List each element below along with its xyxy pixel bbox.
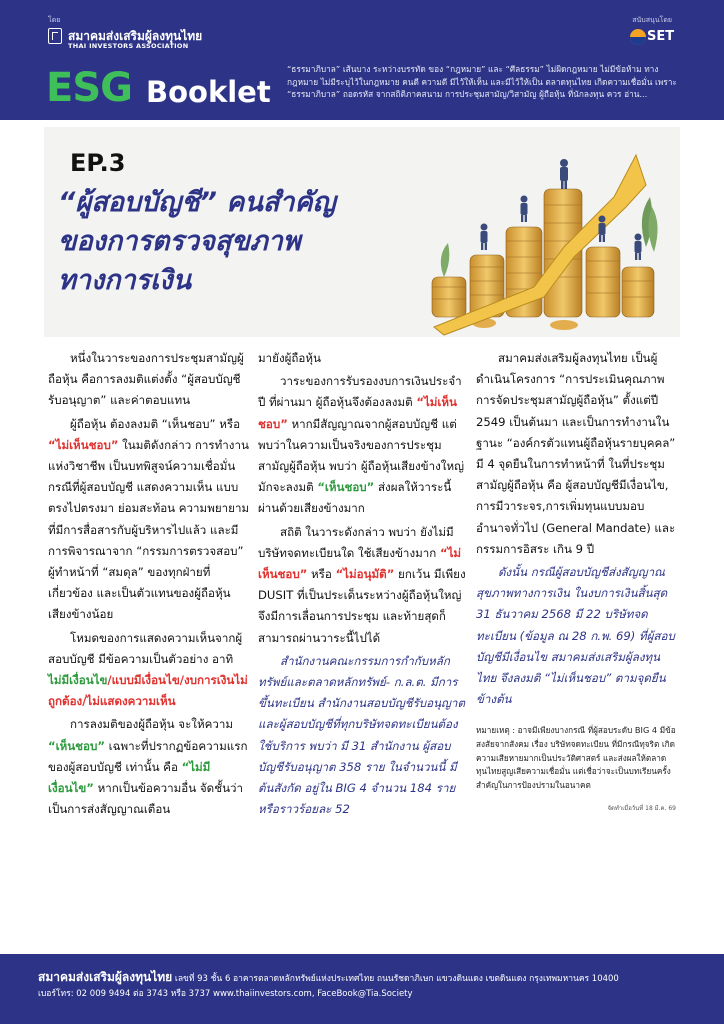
highlight-approve: “เห็นชอบ” bbox=[317, 480, 375, 495]
paragraph-conclusion: ดังนั้น กรณีผู้สอบบัญชีส่งสัญญาณสุขภาพทางการเงิน ในงบการเงินสิ้นสุด 31 ธันวาคม 2568 มี 22 บริษัทจดทะเบียน (ข้อมูล ณ 28 ก.พ. 69) ที่ผู้สอบบัญชีมีเงื่อนไข สมาคมส่งเสริมผู้ลงทุนไทย จึงลงมติ “ไม่เห็นชอบ” ตามจุดยืนข้างต้น bbox=[476, 565, 675, 707]
text-run: ผู้ถือหุ้น ต้องลงมติ “เห็นชอบ” หรือ bbox=[70, 416, 241, 431]
set-logo-text: SET bbox=[647, 29, 675, 44]
brand-booklet: Booklet bbox=[146, 75, 271, 109]
hero-section bbox=[44, 127, 680, 337]
header-banner bbox=[0, 0, 724, 120]
association-logo-icon bbox=[48, 28, 62, 44]
text-run: ในมติดังกล่าว การทำงานแห่งวิชาชีพ เป็นบทพิสูจน์ความเชื่อมั่น กรณีที่ผู้สอบบัญชี แสดงความเห็น แบบตรงไปตรงมา ย่อมสะท้อน ความพยายาม ที่มีการสื่อสารกับผู้บริหารไปแล้ว และมีการพิจารณาจาก “กรรมการตรวจสอบ” ผู้ทำหน้าที่ “สมดุล” ของทุกฝ่ายที่เกี่ยวข้อง และเป็นตัวแทนของผู้ถือหุ้นเสียงข้างน้อย bbox=[48, 437, 250, 622]
highlight-disapprove: “ไม่เห็นชอบ” bbox=[258, 395, 457, 431]
footer-org-name: สมาคมส่งเสริมผู้ลงทุนไทย bbox=[38, 970, 173, 984]
highlight-approve: “เห็นชอบ” bbox=[48, 738, 105, 753]
set-logo-icon bbox=[630, 29, 646, 45]
title-line: ทางการเงิน bbox=[58, 265, 192, 296]
paragraph bbox=[258, 371, 466, 519]
text-run: การลงมติของผู้ถือหุ้น จะให้ความ bbox=[70, 717, 234, 732]
text-run: ยกเว้น มีเพียง DUSIT ที่เป็นประเด็นระหว่างผู้ถือหุ้นใหญ่ จึงมีการเลื่อนการประชุม และท้ายสุดก็สามารถผ่านวาระนี้ไปได้ bbox=[258, 567, 466, 645]
brand-esg: ESG bbox=[46, 65, 132, 111]
paragraph: สมาคมส่งเสริมผู้ลงทุนไทย เป็นผู้ดำเนินโครงการ “การประเมินคุณภาพการจัดประชุมสามัญผู้ถือหุ้น” ตั้งแต่ปี 2549 เป็นต้นมา และเป็นการทำงานในฐานะ “องค์กรตัวแทนผู้ถือหุ้นรายบุคคล” มี 4 จุดยืนในการทำหน้าที่ ในที่ประชุมสามัญผู้ถือหุ้น คือ ผู้สอบบัญชีมีเงื่อนไข, การมีวาระจร,การเพิ่มทุนแบบมอบอำนาจทั่วไป (General Mandate) และ กรรมการอิสระ เกิน 9 ปี bbox=[476, 351, 676, 556]
text-run: หากเป็นข้อความอื่น จัดชั้นว่าเป็นการส่งสัญญาณเตือน bbox=[48, 781, 244, 817]
title-line: “ผู้สอบบัญชี” คนสำคัญ bbox=[58, 187, 336, 218]
text-run: หากมีสัญญาณจากผู้สอบบัญชี แต่พบว่าในความเป็นจริงของการประชุมสามัญผู้ถือหุ้น พบว่า ผู้ถือหุ้นเสียงข้างใหญ่ มักจะลงมติ bbox=[258, 416, 464, 495]
highlight-disapprove: “ไม่เห็นชอบ” bbox=[258, 545, 462, 582]
article-column-1 bbox=[48, 348, 251, 822]
support-label: สนับสนุนโดย bbox=[632, 16, 672, 24]
footnote: หมายเหตุ : อาจมีเพียงบางกรณี ที่ผู้สอบระดับ BIG 4 มีข้อสงสัยจากสังคม เรื่อง บริษัทจดทะเบียน ที่มีกรณีทุจริต เกิดความเสียหายมากเป็นประวัติศาสตร์ และส่งผลให้ตลาดทุนไทยสูญเสียความเชื่อมั่น แต่เชื่อว่าจะเป็นบทเรียนครั้งสำคัญในการป้องปรามในอนาคต bbox=[476, 725, 676, 790]
by-label: โดย bbox=[48, 16, 61, 24]
text-run: สถิติ ในวาระดังกล่าว พบว่า ยังไม่มีบริษัทจดทะเบียนใด ใช้เสียงข้างมาก bbox=[258, 524, 454, 560]
paragraph-sec-statistics: สำนักงานคณะกรรมการกำกับหลักทรัพย์และตลาดหลักทรัพย์- ก.ล.ต. มีการขึ้นทะเบียน สำนักงานสอบบัญชีรับอนุญาต และผู้สอบบัญชีที่ทุกบริษัทจดทะเบียนต้องใช้บริการ พบว่า มี 31 สำนักงาน ผู้สอบบัญชีรับอนุญาต 358 ราย ในจำนวนนี้ มีต้นสังกัด อยู่ใน BIG 4 จำนวน 184 ราย หรือราวร้อยละ 52 bbox=[258, 653, 465, 817]
text-run: เฉพาะที่ปรากฏข้อความแรกของผู้สอบบัญชี เท่านั้น คือ bbox=[48, 738, 248, 774]
footer-address: เลขที่ 93 ชั้น 6 อาคารตลาดหลักทรัพย์แห่งประเทศไทย ถนนรัชดาภิเษก แขวงดินแดง เขตดินแดง กรุงเทพมหานคร 10400 bbox=[172, 974, 619, 984]
footer-banner bbox=[0, 954, 724, 1024]
paragraph bbox=[258, 522, 466, 649]
footer-contact: เบอร์โทร: 02 009 9494 ต่อ 3743 หรือ 3737 www.thaiinvestors.com, FaceBook@Tia.Society bbox=[38, 989, 413, 999]
article-column-3 bbox=[476, 348, 676, 820]
highlight-not-approved: “ไม่อนุมัติ” bbox=[335, 567, 395, 582]
coins-arrow-illustration bbox=[414, 127, 680, 337]
association-name-thai: สมาคมส่งเสริมผู้ลงทุนไทย bbox=[68, 29, 203, 43]
article-column-2 bbox=[258, 348, 466, 822]
text-run: วาระของการรับรองงบการเงินประจำปี ที่ผ่านมา ผู้ถือหุ้นจึงต้องลงมติ bbox=[258, 374, 462, 410]
title-line: ของการตรวจสุขภาพ bbox=[58, 226, 301, 257]
highlight-disapprove: “ไม่เห็นชอบ” bbox=[48, 437, 119, 452]
highlight-unqualified: “ไม่มีเงื่อนไข” bbox=[48, 759, 211, 796]
episode-label: EP.3 bbox=[70, 149, 126, 177]
paragraph: มายังผู้ถือหุ้น bbox=[258, 351, 321, 365]
page-title bbox=[58, 183, 418, 300]
text-run: โหมดของการแสดงความเห็นจากผู้สอบบัญชี มีข้อความเป็นตัวอย่าง อาทิ bbox=[48, 630, 243, 666]
set-logo bbox=[630, 28, 674, 46]
paragraph: หนึ่งในวาระของการประชุมสามัญผู้ถือหุ้น คือการลงมติแต่งตั้ง “ผู้สอบบัญชีรับอนุญาต” และค่าตอบแทน bbox=[48, 351, 244, 408]
prepared-date: จัดทำเมื่อวันที่ 18 มี.ค. 69 bbox=[607, 805, 676, 813]
text-run: / bbox=[107, 673, 112, 688]
footer-address-line bbox=[38, 968, 619, 987]
paragraph bbox=[48, 414, 251, 626]
highlight-unqualified: ไม่มีเงื่อนไข bbox=[48, 673, 108, 688]
highlight-qualified: แบบมีเงื่อนไข/งบการเงินไม่ถูกต้อง/ไม่แสดงความเห็น bbox=[48, 673, 248, 709]
association-name-english: THAI INVESTORS ASSOCIATION bbox=[68, 42, 189, 50]
text-run: ส่งผลให้วาระนี้ผ่านด้วยเสียงข้างมาก bbox=[258, 480, 452, 516]
text-run: หรือ bbox=[307, 567, 336, 582]
paragraph bbox=[48, 628, 251, 713]
intro-text: “ธรรมาภิบาล” เส้นบาง ระหว่างบรรทัด ของ “กฎหมาย” และ “ศีลธรรม” ไม่ผิดกฎหมาย ไม่มีข้อห้าม ทางกฎหมาย ไม่มีระบุไว้ในกฎหมาย คนดี ความดี มีไว้ให้เห็น และมีไว้ให้เป็น ตลาดทุนไทย เกิดความเชื่อมั่น เพราะ “ธรรมาภิบาล” ถอดรหัส จากสถิติภาคสนาม การประชุมสามัญ/วิสามัญ ผู้ถือหุ้น ที่นักลงทุน ควร อ่าน... bbox=[287, 64, 677, 100]
paragraph bbox=[48, 714, 251, 820]
